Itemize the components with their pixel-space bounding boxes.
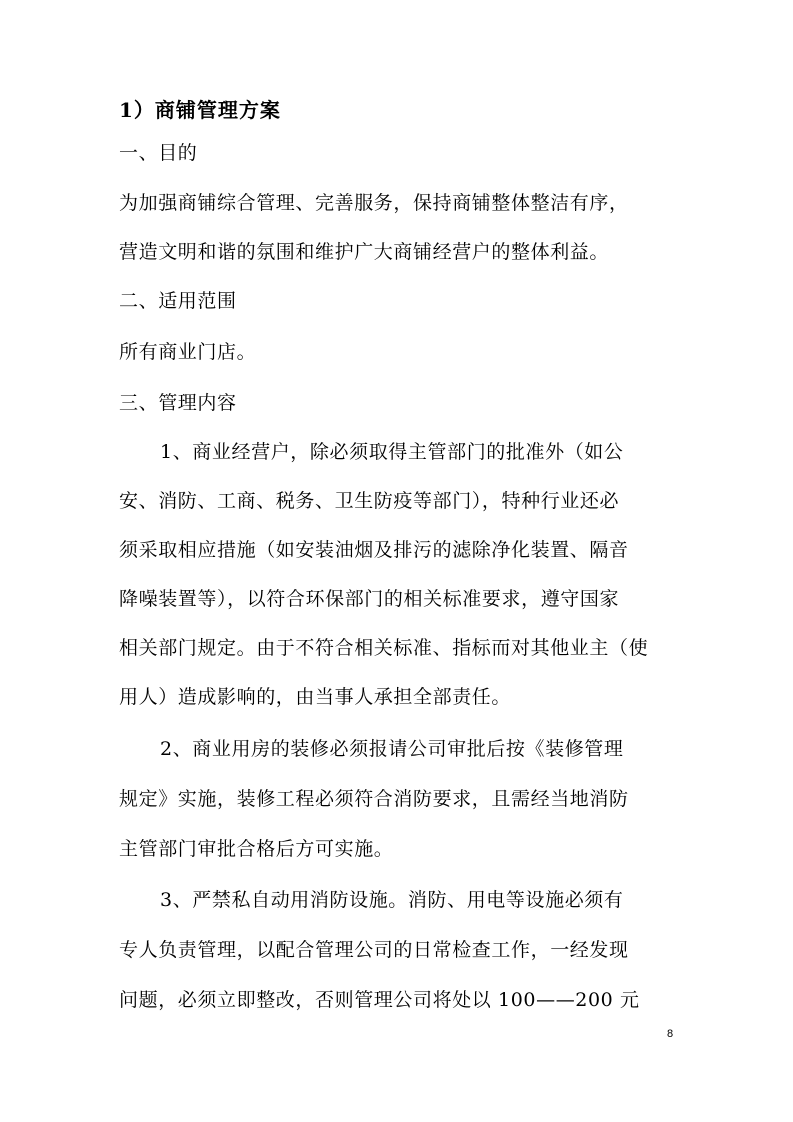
section-heading-content: 三、管理内容 bbox=[119, 392, 237, 414]
paragraph-line: 规定》实施，装修工程必须符合消防要求，且需经当地消防 bbox=[119, 788, 629, 810]
paragraph-line: 问题，必须立即整改，否则管理公司将处以 100——200 元 bbox=[119, 989, 640, 1011]
paragraph-line: 主管部门审批合格后方可实施。 bbox=[119, 838, 394, 860]
paragraph-line: 须采取相应措施（如安装油烟及排污的滤除净化装置、隔音 bbox=[119, 539, 629, 561]
document-title: 1）商铺管理方案 bbox=[119, 98, 281, 122]
paragraph-line: 所有商业门店。 bbox=[119, 341, 257, 363]
page-number: 8 bbox=[667, 1028, 674, 1040]
paragraph-line: 营造文明和谐的氛围和维护广大商铺经营户的整体利益。 bbox=[119, 241, 610, 263]
paragraph-line: 降噪装置等），以符合环保部门的相关标准要求，遵守国家 bbox=[119, 588, 620, 610]
paragraph-line: 3、严禁私自动用消防设施。消防、用电等设施必须有 bbox=[160, 889, 624, 911]
section-heading-purpose: 一、目的 bbox=[119, 142, 198, 164]
paragraph-line: 1、商业经营户，除必须取得主管部门的批准外（如公 bbox=[160, 441, 624, 463]
paragraph-line: 2、商业用房的装修必须报请公司审批后按《装修管理 bbox=[160, 738, 624, 760]
section-heading-scope: 二、适用范围 bbox=[119, 290, 237, 312]
paragraph-line: 相关部门规定。由于不符合相关标准、指标而对其他业主（使 bbox=[119, 637, 649, 659]
paragraph-line: 用人）造成影响的，由当事人承担全部责任。 bbox=[119, 686, 512, 708]
paragraph-line: 专人负责管理，以配合管理公司的日常检查工作，一经发现 bbox=[119, 939, 629, 961]
paragraph-line: 为加强商铺综合管理、完善服务，保持商铺整体整洁有序， bbox=[119, 192, 629, 214]
paragraph-line: 安、消防、工商、税务、卫生防疫等部门），特种行业还必 bbox=[119, 490, 620, 512]
